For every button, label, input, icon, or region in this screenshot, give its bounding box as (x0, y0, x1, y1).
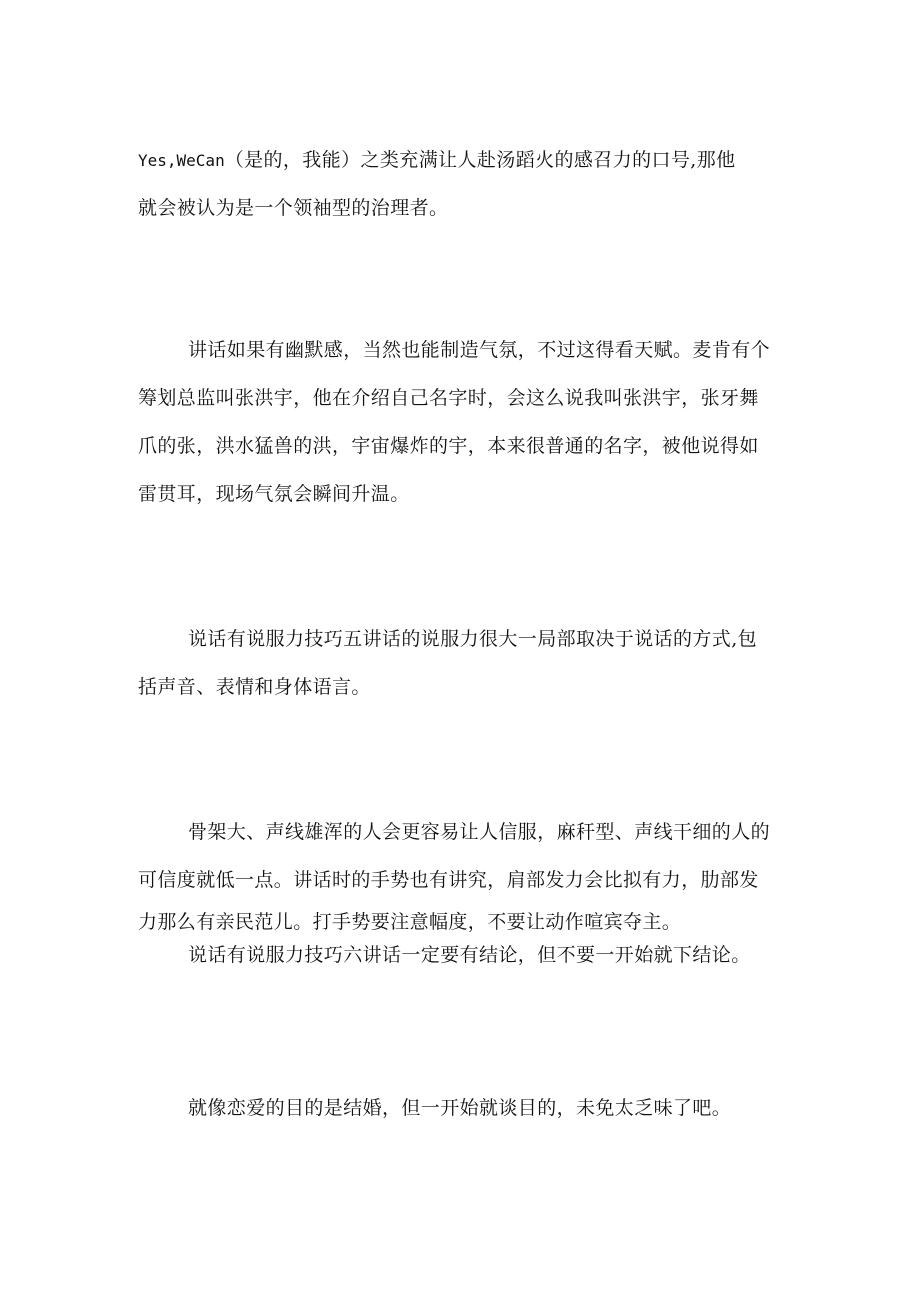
paragraph-2-line-3: 爪的张，洪水猛兽的洪，宇宙爆炸的宇，本来很普通的名字，被他说得如 (138, 435, 759, 457)
paragraph-1-line-1-text: （是的，我能）之类充满让人赴汤蹈火的感召力的口号,那他 (224, 149, 736, 171)
paragraph-1-line-1 (138, 148, 788, 173)
paragraph-4-line-3: 力那么有亲民范儿。打手势要注意幅度，不要让动作喧宾夺主。 (138, 911, 682, 933)
paragraph-4-line-1: 骨架大、声线雄浑的人会更容易让人信服，麻秆型、声线干细的人的 (188, 821, 771, 843)
paragraph-4-line-2: 可信度就低一点。讲话时的手势也有讲究，肩部发力会比拟有力，肋部发 (138, 869, 759, 891)
paragraph-5-line-1: 说话有说服力技巧六讲话一定要有结论，但不要一开始就下结论。 (188, 944, 751, 966)
paragraph-6-line-1: 就像恋爱的目的是结婚，但一开始就谈目的，未免太乏味了吧。 (188, 1097, 732, 1119)
paragraph-2-line-2: 筹划总监叫张洪宇，他在介绍自己名字时，会这么说我叫张洪宇，张牙舞 (138, 387, 759, 409)
paragraph-1-line-2: 就会被认为是一个领袖型的治理者。 (138, 197, 449, 219)
paragraph-2-line-1: 讲话如果有幽默感，当然也能制造气氛，不过这得看天赋。麦肯有个 (188, 339, 771, 361)
paragraph-2-line-4: 雷贯耳，现场气氛会瞬间升温。 (138, 483, 410, 505)
slogan-latin-text: Yes,WeCan (138, 151, 225, 170)
paragraph-3-line-1: 说话有说服力技巧五讲话的说服力很大一局部取决于说话的方式,包 (188, 628, 758, 650)
paragraph-3-line-2: 括声音、表情和身体语言。 (138, 676, 371, 698)
